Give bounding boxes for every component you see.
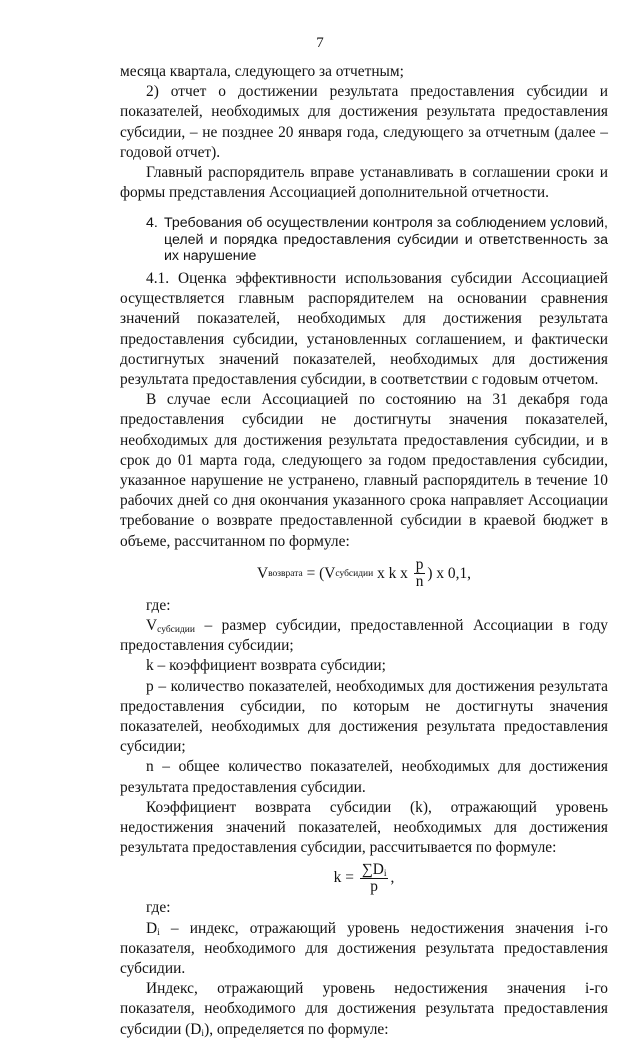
formula2-sub-i: i xyxy=(383,868,387,879)
formula2-fraction xyxy=(360,862,389,895)
page-number: 7 xyxy=(316,35,324,51)
definition-v-symbol: V xyxy=(146,616,158,634)
formula2-numerator xyxy=(360,862,389,879)
index-subscript: i xyxy=(201,1028,205,1039)
paragraph-annual-report: 2) отчет о достижении результата предоставления субсидии и показателей, необходимых для достижения результата предоставления субсидии, – не позднее 20 января года, следующего за отчетным (далее – годовой отчет). xyxy=(120,83,608,161)
formula-fraction-p-n xyxy=(414,557,426,590)
formula2-tail: , xyxy=(390,869,395,887)
formula-return-volume: V возврата = (V субсидии x k x $\frac{p}{n}$ ) x 0,1, xyxy=(256,556,472,591)
definition-di xyxy=(120,919,608,980)
fraction-numerator: p xyxy=(415,556,424,574)
where-label-2: где: xyxy=(146,899,171,917)
definition-v-subscript: субсидии xyxy=(157,624,195,635)
definition-v-subsidy xyxy=(120,616,608,656)
definition-v-text: – размер субсидии, предоставленной Ассоциации в году предоставления субсидии; xyxy=(120,616,608,655)
paragraph-month-quarter: месяца квартала, следующего за отчетным; xyxy=(120,63,404,80)
paragraph-additional-reporting: Главный распорядитель вправе устанавливать в соглашении сроки и формы представления Ассоциацией дополнительной отчетности. xyxy=(120,164,608,202)
paragraph-index-formula xyxy=(120,979,608,1040)
definition-p: p – количество показателей, необходимых для достижения результата предоставления субсидии, по которым не достигнуты значения показателей, необходимых для достижения результата предоставления субсидии; xyxy=(120,677,608,756)
paragraph-coefficient: Коэффициент возврата субсидии (k), отражающий уровень недостижения значений показателей, необходимых для достижения результата предоставления субсидии, рассчитывается по формуле: xyxy=(120,798,608,857)
formula2-denominator: p xyxy=(370,877,378,895)
section-number: 4. xyxy=(146,215,158,232)
formula2-lhs: k = xyxy=(333,869,358,887)
definition-di-subscript: i xyxy=(157,927,160,938)
index-text-a: Индекс, отражающий уровень недостижения значения i-го показателя, необходимого для достижения результата предоставления субсидии (D xyxy=(120,980,608,1038)
formula2-sum-d: ∑D xyxy=(361,860,384,878)
definition-k: k – коэффициент возврата субсидии; xyxy=(146,657,386,675)
formula-coefficient-k xyxy=(120,858,608,898)
where-label-1: где: xyxy=(146,596,171,614)
section-title: Требования об осуществлении контроля за соблюдением условий, целей и порядка предоставления субсидии и ответственность за их нарушение xyxy=(164,215,608,265)
formula-mid: x k x xyxy=(373,564,412,582)
formula-equals: = (V xyxy=(302,564,336,582)
definition-di-text: – индекс, отражающий уровень недостижения значения i-го показателя, необходимого для достижения результата предоставления субсидии. xyxy=(120,919,608,978)
definition-d-symbol: D xyxy=(146,919,158,937)
paragraph-4-1: 4.1. Оценка эффективности использования субсидии Ассоциацией осуществляется главным распорядителем на основании сравнения значений показателей, необходимых для достижения результата предоставления субсидии, установленных соглашением, и фактически достигнутых значений показателей, необходимых для достижения результата предоставления субсидии, в соответствии с годовым отчетом. xyxy=(120,269,608,388)
document-body xyxy=(120,62,608,1040)
formula-v-symbol: V xyxy=(256,564,269,582)
definition-n: n – общее количество показателей, необходимых для достижения результата предоставления субсидии. xyxy=(120,758,608,796)
formula-tail: ) x 0,1, xyxy=(427,564,472,582)
fraction-denominator: n xyxy=(415,573,424,591)
paragraph-return-requirement: В случае если Ассоциацией по состоянию на 31 декабря года предоставления субсидии не достигнуты значения показателей, необходимых для достижения результата предоставления субсидии, и в срок до 01 марта года, следующего за годом предоставления субсидии, указанное нарушение не устранено, главный распорядитель в течение 10 рабочих дней со дня окончания указанного срока направляет Ассоциации требование о возврате предоставленной субсидии в краевой бюджет в объеме, рассчитанном по формуле: xyxy=(120,391,608,550)
index-text-b: ), определяется по формуле: xyxy=(204,1020,389,1038)
section-heading xyxy=(120,215,608,265)
